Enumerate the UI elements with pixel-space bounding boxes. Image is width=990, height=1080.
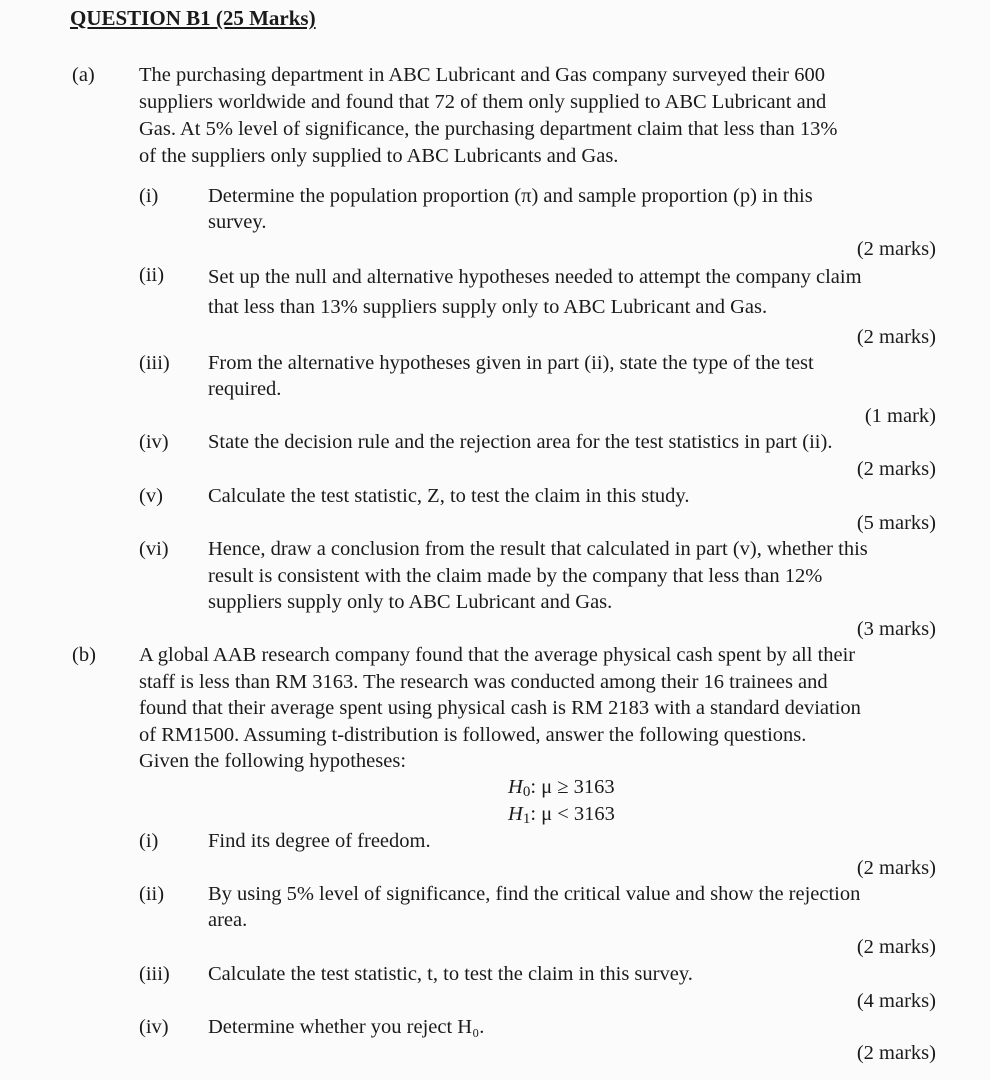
item-line: area. — [208, 909, 248, 931]
part-b-item-text — [208, 961, 936, 988]
hyp-var: H — [508, 803, 523, 825]
part-a-label: (a) — [72, 64, 95, 86]
part-b-item-label: (iii) — [139, 963, 170, 985]
marks-label: (2 marks) — [856, 1042, 936, 1064]
item-line: survey. — [208, 211, 267, 233]
marks-label: (2 marks) — [856, 857, 936, 879]
marks-label: (2 marks) — [856, 458, 936, 480]
part-a-item-text — [208, 262, 936, 322]
hyp-relation: : μ ≥ 3163 — [530, 776, 615, 798]
marks-label: (1 mark) — [864, 405, 936, 427]
part-b-intro-line: A global AAB research company found that the average physical cash spent by all their — [139, 644, 856, 666]
item-line: result is consistent with the claim made by the company that less than 12% — [208, 564, 823, 587]
item-line: that less than 13% suppliers supply only to ABC Lubricant and Gas. — [208, 296, 768, 318]
part-a-item-text — [208, 536, 936, 616]
hyp-relation: : μ < 3163 — [530, 803, 615, 825]
item-line: suppliers supply only to ABC Lubricant and Gas. — [208, 591, 613, 613]
hyp-sub: 1 — [522, 811, 531, 827]
part-a-item-text — [208, 429, 936, 456]
part-a-item-text — [208, 183, 936, 235]
hyp-var: H — [508, 776, 523, 798]
item-line: State the decision rule and the rejection area for the test statistics in part (ii). — [208, 431, 833, 453]
part-b-intro — [139, 642, 936, 775]
hyp-sub: 0 — [522, 784, 531, 800]
item-line: Hence, draw a conclusion from the result that calculated in part (v), whether this — [208, 538, 868, 560]
marks-label: (5 marks) — [856, 512, 936, 534]
part-b-intro-line: staff is less than RM 3163. The research was conducted among their 16 trainees and — [139, 670, 828, 693]
item-line: Set up the null and alternative hypotheses needed to attempt the company claim — [208, 266, 862, 288]
part-b-item-label: (iv) — [139, 1016, 169, 1038]
item-line: From the alternative hypotheses given in part (ii), state the type of the test — [208, 352, 814, 374]
marks-label: (4 marks) — [856, 990, 936, 1012]
part-a-item-label: (iv) — [139, 431, 169, 453]
item-line: By using 5% level of significance, find the critical value and show the rejection — [208, 883, 861, 905]
item-line: Determine whether you reject H₀. — [208, 1016, 485, 1038]
question-title: QUESTION B1 (25 Marks) — [70, 6, 316, 30]
part-b-item-label: (i) — [139, 830, 159, 852]
part-b-item-text — [208, 828, 936, 855]
marks-label: (3 marks) — [856, 618, 936, 640]
part-a-intro — [139, 62, 936, 170]
part-b-intro-line: of RM1500. Assuming t-distribution is followed, answer the following questions. — [139, 723, 807, 746]
part-b-intro-line: found that their average spent using physical cash is RM 2183 with a standard deviation — [139, 697, 861, 719]
item-line: required. — [208, 378, 282, 400]
part-b-item-text — [208, 1014, 936, 1041]
marks-label: (2 marks) — [856, 326, 936, 348]
marks-label: (2 marks) — [856, 936, 936, 958]
part-a-intro-line: Gas. At 5% level of significance, the purchasing department claim that less than 13% — [139, 118, 838, 140]
item-line: Calculate the test statistic, t, to test the claim in this survey. — [208, 963, 693, 985]
part-a-item-label: (i) — [139, 185, 159, 207]
part-a-item-text — [208, 350, 936, 402]
item-line: Determine the population proportion (π) and sample proportion (p) in this — [208, 185, 813, 207]
part-b-item-text — [208, 881, 936, 933]
part-b-label: (b) — [72, 644, 96, 666]
part-a-intro-line: suppliers worldwide and found that 72 of them only supplied to ABC Lubricant and — [139, 91, 827, 113]
part-a-item-label: (iii) — [139, 352, 170, 374]
part-a-item-label: (vi) — [139, 538, 169, 560]
part-a-item-text — [208, 483, 936, 510]
part-a-intro-line: of the suppliers only supplied to ABC Lubricants and Gas. — [139, 145, 619, 167]
part-a-item-label: (v) — [139, 485, 163, 507]
item-line: Calculate the test statistic, Z, to test the claim in this study. — [208, 485, 690, 507]
part-b-intro-line: Given the following hypotheses: — [139, 750, 407, 772]
part-b-item-label: (ii) — [139, 883, 165, 905]
marks-label: (2 marks) — [856, 238, 936, 260]
part-a-item-label: (ii) — [139, 264, 165, 286]
item-line: Find its degree of freedom. — [208, 830, 431, 852]
part-a-intro-line: The purchasing department in ABC Lubricant and Gas company surveyed their 600 — [139, 64, 825, 86]
